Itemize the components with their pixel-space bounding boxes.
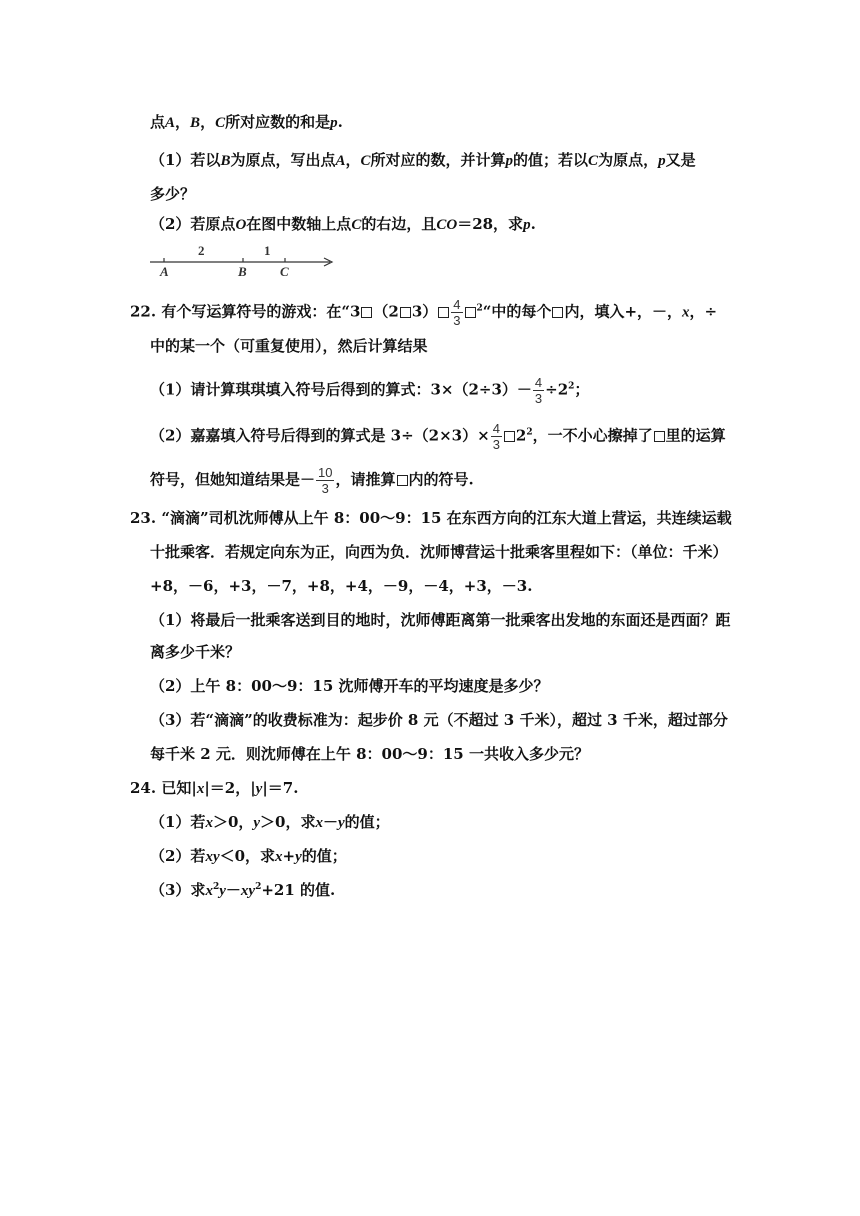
- text: ＞0，: [212, 813, 254, 831]
- q21-part1-line1: [150, 150, 696, 171]
- blank-box: [361, 307, 372, 318]
- text: ，÷: [689, 302, 718, 321]
- var-c: C: [215, 115, 226, 131]
- var-x: x: [205, 883, 213, 899]
- text: 的值；: [301, 847, 347, 865]
- text: 的值；: [344, 813, 390, 831]
- text: 为原点，: [598, 151, 659, 169]
- blank-box: [400, 307, 411, 318]
- text: “中的每个: [482, 302, 552, 321]
- q21-continuation: [150, 112, 343, 133]
- q23-mileage: +8，－6，+3，－7，+8，+4，－9，－4，+3，－3.: [150, 577, 533, 595]
- text: 2: [515, 426, 527, 445]
- text: ＞0，求: [260, 813, 316, 831]
- denominator: 3: [492, 437, 500, 452]
- var: p: [658, 153, 666, 169]
- text: （2）若原点: [150, 215, 236, 233]
- text: 内的符号.: [408, 470, 474, 489]
- var-p: p: [330, 115, 338, 131]
- q22-part2-line2: [150, 466, 474, 495]
- text: ÷2: [545, 380, 569, 399]
- text: 3）: [411, 302, 438, 321]
- var: A: [335, 153, 346, 169]
- exponent: 2: [212, 882, 220, 892]
- text: （2: [373, 302, 399, 321]
- text: －: [322, 813, 338, 831]
- blank-box: [438, 307, 449, 318]
- var: C: [360, 153, 371, 169]
- text: .: [530, 215, 536, 233]
- fraction: [451, 298, 462, 327]
- text: |＝2，|: [204, 779, 256, 797]
- fraction: [316, 466, 334, 495]
- var: CO: [436, 217, 458, 233]
- text: +21 的值.: [261, 881, 336, 899]
- q23-part2: （2）上午 8：00～9：15 沈师傅开车的平均速度是多少？: [150, 677, 549, 695]
- q22-line2: 中的某一个（可重复使用），然后计算结果: [150, 337, 428, 355]
- text: 符号，但她知道结果是－: [150, 470, 316, 489]
- var-x: x: [275, 849, 283, 865]
- q24-line1: [130, 778, 298, 799]
- text: 所对应的数，并计算: [370, 151, 506, 169]
- q23-part3-line1: （3）若“滴滴”的收费标准为：起步价 8 元（不超过 3 千米），超过 3 千米，超过部分: [150, 711, 728, 729]
- label-c: C: [280, 264, 289, 279]
- text: （1）若: [150, 813, 206, 831]
- blank-box: [465, 307, 476, 318]
- text: 有个写运算符号的游戏：在“3: [161, 302, 361, 321]
- text: 里的运算: [665, 426, 726, 445]
- exponent: 2: [255, 882, 262, 892]
- var-xy: xy: [240, 883, 256, 899]
- text: ，请推算: [335, 470, 396, 489]
- question-number: 24.: [130, 779, 157, 797]
- q24-part3: [150, 880, 335, 901]
- var-x: x: [205, 815, 213, 831]
- q22-part1: [150, 376, 589, 405]
- var-x: x: [196, 781, 205, 797]
- q23-part3-line2: 每千米 2 元．则沈师傅在上午 8：00～9：15 一共收入多少元？: [150, 745, 589, 763]
- blank-box: [654, 431, 665, 442]
- text: ＝28，求: [457, 215, 524, 233]
- exponent: 2: [476, 303, 483, 314]
- var-a: A: [165, 115, 176, 131]
- denominator: 3: [453, 313, 461, 328]
- var-y: y: [253, 815, 261, 831]
- var-y: y: [255, 781, 263, 797]
- q21-part2: [150, 214, 536, 235]
- q21-part1-line2: 多少？: [150, 185, 196, 203]
- text: .: [337, 113, 343, 131]
- text: 所对应数的和是: [225, 113, 331, 131]
- fraction: [533, 376, 544, 405]
- var: C: [588, 153, 599, 169]
- text: ；: [574, 380, 590, 399]
- q22-line1: [130, 298, 717, 327]
- text: ，一不小心擦掉了: [532, 426, 653, 445]
- blank-box: [552, 307, 563, 318]
- text: 内，填入+，－，: [564, 302, 683, 321]
- text: ，: [200, 113, 216, 131]
- text: 点: [150, 113, 166, 131]
- text: +: [282, 847, 296, 865]
- numerator: 4: [534, 375, 543, 390]
- text: 为原点，写出点: [230, 151, 336, 169]
- distance-ab: 2: [198, 243, 205, 258]
- var-y: y: [295, 849, 302, 865]
- var: p: [523, 217, 531, 233]
- label-b: B: [238, 264, 247, 279]
- text: 的值；若以: [513, 151, 589, 169]
- var: O: [235, 217, 247, 233]
- text: （3）求: [150, 881, 206, 899]
- text: （2）嘉嘉填入符号后得到的算式是 3÷（2×3）×: [150, 426, 490, 445]
- distance-bc: 1: [264, 243, 271, 258]
- text: “滴滴”司机沈师傅从上午 8：00～9：15 在东西方向的江东大道上营运，共连续运载: [161, 509, 732, 527]
- numerator: 10: [318, 465, 333, 480]
- var-b: B: [190, 115, 201, 131]
- var-x: x: [315, 815, 323, 831]
- text: （1）若以: [150, 151, 221, 169]
- text: ＜0，求: [219, 847, 276, 865]
- text: ，: [345, 151, 361, 169]
- q23-line2: 十批乘客．若规定向东为正，向西为负．沈师博营运十批乘客里程如下：（单位：千米）: [150, 543, 728, 561]
- q22-part2-line1: [150, 422, 726, 451]
- q23-line1: [130, 508, 732, 528]
- q24-part2: [150, 846, 347, 867]
- denominator: 3: [321, 481, 329, 496]
- blank-box: [397, 475, 408, 486]
- q23-part1-line1: （1）将最后一批乘客送到目的地时，沈师傅距离第一批乘客出发地的东面还是西面？距: [150, 611, 731, 629]
- var-y: y: [338, 815, 345, 831]
- exponent: 2: [526, 427, 533, 438]
- numerator: 4: [492, 421, 500, 436]
- var: B: [220, 153, 231, 169]
- numerator: 4: [453, 297, 461, 312]
- text: 又是: [665, 151, 696, 169]
- q24-part1: [150, 812, 390, 833]
- number-line-figure: [148, 240, 338, 280]
- question-number: 22.: [130, 302, 157, 321]
- text: （1）请计算琪琪填入符号后得到的算式：3×（2÷3）－: [150, 380, 532, 399]
- q23-part1-line2: 离多少千米？: [150, 643, 241, 661]
- denominator: 3: [534, 391, 543, 406]
- text: |＝7.: [262, 779, 299, 797]
- text: （2）若: [150, 847, 206, 865]
- text: 已知|: [161, 779, 197, 797]
- var-xy: xy: [205, 849, 220, 865]
- times-sign: x: [682, 304, 690, 321]
- exponent: 2: [568, 381, 575, 392]
- question-number: 23.: [130, 509, 157, 527]
- text: 的右边，且: [361, 215, 437, 233]
- var: C: [351, 217, 362, 233]
- text: 在图中数轴上点: [246, 215, 352, 233]
- var: p: [505, 153, 514, 169]
- blank-box: [504, 431, 515, 442]
- fraction: [491, 422, 502, 451]
- text: －: [225, 881, 241, 899]
- text: ，: [175, 113, 191, 131]
- label-a: A: [160, 264, 169, 279]
- var-y: y: [219, 883, 226, 899]
